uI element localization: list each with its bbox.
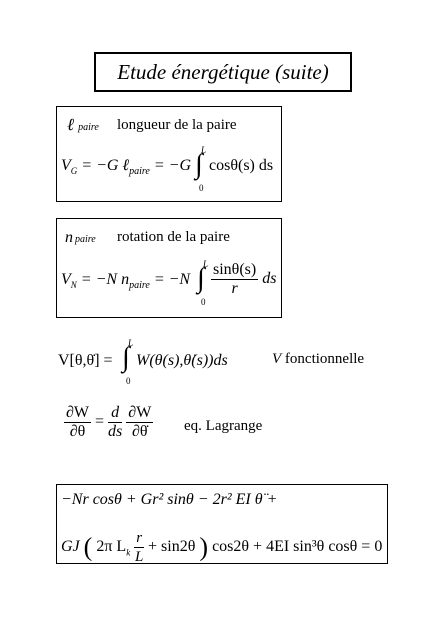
length-int-upper: L bbox=[201, 145, 207, 155]
length-label: longueur de la paire bbox=[117, 117, 237, 133]
functional-int-lower: 0 bbox=[126, 376, 131, 386]
rotation-fraction: $\frac{\sin\theta(s)}{r}$ ds bbox=[213, 261, 277, 297]
functional-lhs: V[θ,θ̇] = bbox=[58, 352, 113, 369]
final-line-2: GJ ( 2π $L_k$ $\frac{r}{L}$ + sin2θ ) cos2θ + 4EI sin³θ cosθ = 0 bbox=[61, 530, 383, 565]
functional-integrand: W(θ(s),θ̇(s))ds bbox=[136, 352, 228, 369]
length-integrand: cosθ(s) ds bbox=[209, 157, 274, 174]
length-box bbox=[56, 106, 282, 202]
lagrange-equation: $\frac{\partial W}{\partial\theta}$ = $\frac{d}{ds}$ $\frac{\partial W}{\partial\thetȧ}$ bbox=[66, 404, 152, 440]
final-equation-box bbox=[56, 484, 388, 564]
page-title: Etude énergétique (suite) bbox=[117, 60, 329, 84]
rotation-int-upper: L bbox=[203, 259, 209, 269]
functional-label: V fonctionnelle bbox=[272, 351, 365, 367]
length-equation: $V_G = -G$ ℓ$_{paire}$ = −G bbox=[61, 157, 191, 178]
rotation-symbol: npaire bbox=[65, 229, 96, 246]
length-integral-sign: ∫ bbox=[195, 149, 203, 180]
title-box bbox=[94, 52, 352, 92]
length-int-lower: 0 bbox=[199, 183, 204, 193]
rotation-int-lower: 0 bbox=[201, 297, 206, 307]
rotation-equation: $V_N = -N$ $n_{paire} = -N$ bbox=[61, 271, 191, 292]
lagrange-label: eq. Lagrange bbox=[184, 418, 263, 434]
length-symbol: ℓpaire bbox=[67, 115, 99, 134]
final-line-1: −Nr cosθ + Gr² sinθ − 2r² EI θ̈ + bbox=[61, 491, 278, 508]
rotation-box bbox=[56, 218, 282, 318]
rotation-label: rotation de la paire bbox=[117, 229, 230, 245]
rotation-integral-sign: ∫ bbox=[197, 263, 205, 294]
functional-int-upper: L bbox=[128, 338, 134, 348]
functional-integral-sign: ∫ bbox=[122, 342, 130, 373]
